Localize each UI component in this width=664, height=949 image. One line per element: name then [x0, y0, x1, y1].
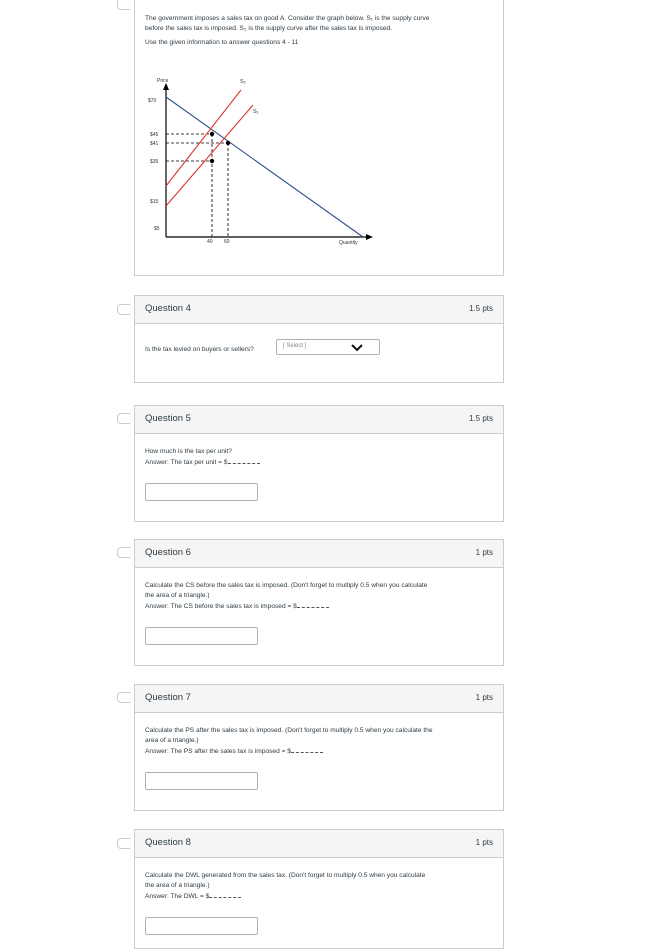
intro-text: [145, 14, 429, 48]
question-line-1: How much is the tax per unit?: [145, 448, 232, 455]
question-text: [145, 447, 260, 468]
y-axis-arrow: [163, 83, 169, 90]
question-flag-icon[interactable]: [117, 692, 130, 703]
answer-input[interactable]: [145, 917, 258, 935]
question-header: [135, 540, 503, 568]
question-flag-icon[interactable]: [117, 547, 130, 558]
question-line-1: Calculate the PS after the sales tax is imposed. (Don't forget to multiply 0.5 when you calculate the: [145, 727, 433, 734]
question-line-2: the area of a triangle.): [145, 592, 210, 599]
question-card-7: [134, 684, 504, 811]
question-answer-line: Answer: The PS after the sales tax is imposed = $: [145, 746, 433, 757]
question-card-5: [134, 405, 504, 522]
supply-demand-chart: [143, 70, 383, 250]
question-header: [135, 296, 503, 324]
question-answer-line: Answer: The DWL = $: [145, 891, 425, 902]
question-card-4: [134, 295, 504, 383]
intro-line-1: The government imposes a sales tax on good A. Consider the graph below. S₁ is the supply curve: [145, 15, 430, 22]
question-header: [135, 830, 503, 858]
question-text: [145, 581, 427, 612]
question-title: Question 4: [145, 303, 191, 314]
intro-card: [134, 0, 504, 276]
question-points: 1 pts: [475, 838, 493, 847]
question-text: Is the tax levied on buyers or sellers?: [145, 346, 254, 353]
demand-curve: [166, 97, 363, 237]
question-line-1: Calculate the DWL generated from the sales tax. (Don't forget to multiply 0.5 when you calculate: [145, 872, 426, 879]
question-card-8: [134, 829, 504, 949]
s2-label: S₂: [240, 79, 246, 85]
question-text: [145, 871, 425, 902]
y-axis-label: Price: [157, 78, 169, 84]
question-card-6: [134, 539, 504, 666]
question-title: Question 5: [145, 413, 191, 424]
question-text: [145, 726, 433, 757]
y-tick-35: $35: [150, 159, 159, 165]
question-line-1: Calculate the CS before the sales tax is imposed. (Don't forget to multiply 0.5 when you calculate: [145, 582, 428, 589]
x-axis-label: Quantity: [339, 240, 358, 246]
question-header: [135, 406, 503, 434]
x-axis-arrow: [366, 234, 373, 240]
y-tick-5: $5: [154, 226, 160, 232]
seller-price-point: [210, 159, 214, 163]
question-header: [135, 685, 503, 713]
question-title: Question 7: [145, 692, 191, 703]
intro-instruction: Use the given information to answer questions 4 - 11: [145, 39, 299, 46]
y-tick-45: $45: [150, 132, 159, 138]
chevron-down-icon: [351, 344, 363, 352]
y-tick-70: $70: [148, 98, 157, 104]
question-title: Question 8: [145, 837, 191, 848]
question-title: Question 6: [145, 547, 191, 558]
question-points: 1 pts: [475, 693, 493, 702]
question-points: 1.5 pts: [468, 414, 493, 423]
question-points: 1.5 pts: [468, 304, 493, 313]
question-flag-icon[interactable]: [117, 304, 130, 315]
question-answer-line: Answer: The CS before the sales tax is imposed = $: [145, 601, 427, 612]
supply-curve-s1: [166, 105, 253, 206]
question-line-2: area of a triangle.): [145, 737, 199, 744]
question-line-2: the area of a triangle.): [145, 882, 210, 889]
y-tick-41: $41: [150, 141, 159, 147]
x-tick-60: 60: [224, 239, 230, 245]
answer-input[interactable]: [145, 483, 258, 501]
question-flag-icon[interactable]: [117, 838, 130, 849]
select-placeholder: [ Select ]: [283, 343, 307, 349]
equilibrium-point-before: [226, 141, 230, 145]
question-flag-icon[interactable]: [117, 413, 130, 424]
intro-line-2: before the sales tax is imposed. S₂ is the supply curve after the sales tax is imposed.: [145, 25, 393, 32]
question-answer-line: Answer: The tax per unit = $: [145, 457, 260, 468]
answer-input[interactable]: [145, 772, 258, 790]
buyers-sellers-select[interactable]: [276, 339, 380, 355]
y-tick-15: $15: [150, 199, 159, 205]
equilibrium-point-after: [210, 132, 214, 136]
question-flag-icon[interactable]: [117, 0, 130, 10]
s1-label: S₁: [253, 109, 259, 115]
x-tick-40: 40: [207, 239, 213, 245]
question-points: 1 pts: [475, 548, 493, 557]
answer-input[interactable]: [145, 627, 258, 645]
